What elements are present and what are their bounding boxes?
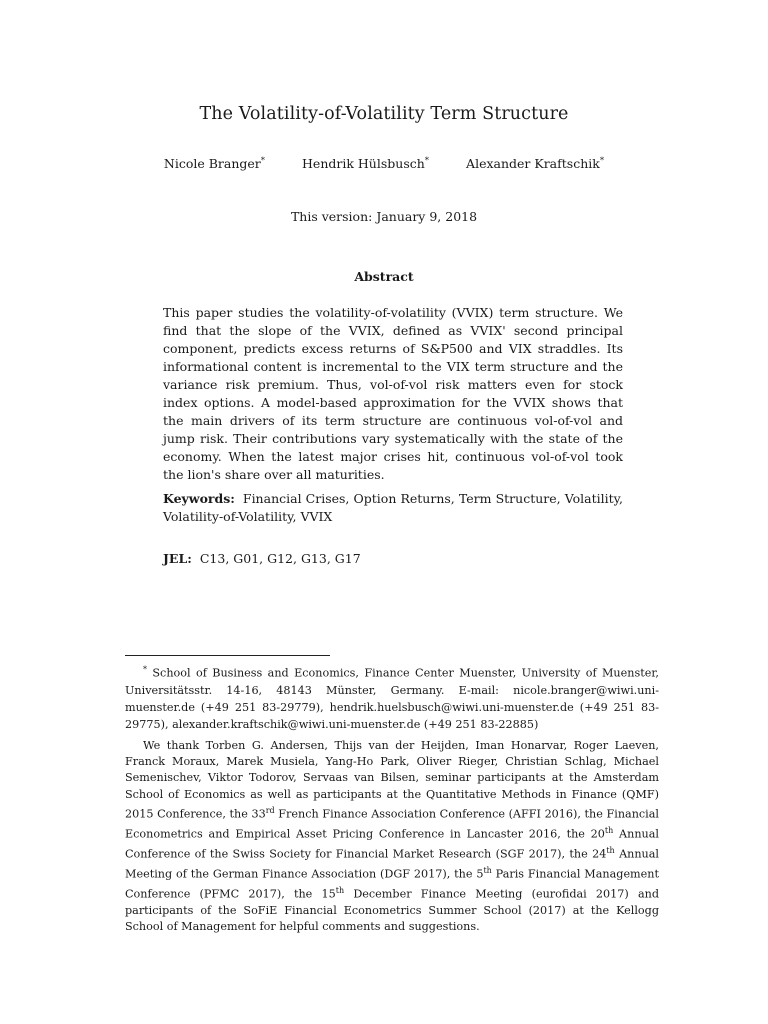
jel-line bbox=[163, 550, 623, 568]
keywords-label: Keywords: bbox=[163, 491, 235, 506]
abstract-text: This paper studies the volatility-of-volatility (VVIX) term structure. We find that the slope of the VVIX, defined as VVIX' second principal component, predicts excess returns of S&P500 and VIX straddles. Its informational content is incremental to the VIX term structure and the variance risk premium. Thus, vol-of-vol risk matters even for stock index options. A model-based approximation for the VVIX shows that the main drivers of its term structure are continuous vol-of-vol and jump risk. Their contributions vary systematically with the state of the economy. When the latest major crises hit, continuous vol-of-vol took the lion's share over all maturities. bbox=[163, 305, 623, 482]
keywords-line bbox=[163, 490, 623, 526]
paper-title: The Volatility-of-Volatility Term Structure bbox=[199, 104, 569, 124]
keywords-text: Financial Crises, Option Returns, Term Structure, Volatility, Volatility-of-Volatility, VVIX bbox=[163, 491, 623, 524]
footnote-text: School of Business and Economics, Finance Center Muenster, University of Muenster, Universitätsstr. 14-16, 48143 Münster, Germany. E-mail: nicole.branger@wiwi.uni-muenster.de (+49 251 83-29779), hendrik.huelsbusch@wiwi.uni-muenster.de (+49 251 83-29775), alexander.kraftschik@wiwi.uni-muenster.de (+49 251 83-22885) bbox=[125, 666, 659, 731]
jel-label: JEL: bbox=[163, 551, 192, 566]
version-date: This version: January 9, 2018 bbox=[290, 209, 478, 224]
author-footnote-marker: * bbox=[424, 156, 430, 166]
author-footnote-marker: * bbox=[260, 156, 266, 166]
author-footnote-marker: * bbox=[599, 156, 605, 166]
acknowledgement-paragraph: We thank Torben G. Andersen, Thijs van der Heijden, Iman Honarvar, Roger Laeven, Franck Moraux, Marek Musiela, Yang-Ho Park, Oliver Rieger, Christian Schlag, Michael Semenischev, Viktor Todorov, Servaas van Bilsen, seminar participants at the Amsterdam School of Economics as well as participants at the Quantitative Methods in Finance (QMF) 2015 Conference, the 33rd French Finance Association Conference (AFFI 2016), the Financial Econometrics and Empirical Asset Pricing Conference in Lancaster 2016, the 20th Annual Conference of the Swiss Society for Financial Market Research (SGF 2017), the 24th Annual Meeting of the German Finance Association (DGF 2017), the 5th Paris Financial Management Conference (PFMC 2017), the 15th December Finance Meeting (eurofidai 2017) and participants of the SoFiE Financial Econometrics Summer School (2017) at the Kellogg School of Management for helpful comments and suggestions. bbox=[125, 739, 660, 933]
abstract-heading: Abstract bbox=[354, 269, 414, 284]
jel-codes: C13, G01, G12, G13, G17 bbox=[199, 551, 361, 566]
footnote-marker: * bbox=[143, 665, 147, 674]
footnote-divider bbox=[125, 655, 330, 656]
affiliation-footnote bbox=[125, 661, 659, 733]
author-list bbox=[0, 156, 768, 171]
author: Nicole Branger* bbox=[163, 156, 266, 172]
author: Alexander Kraftschik* bbox=[466, 156, 605, 172]
author: Hendrik Hülsbusch* bbox=[302, 156, 430, 172]
